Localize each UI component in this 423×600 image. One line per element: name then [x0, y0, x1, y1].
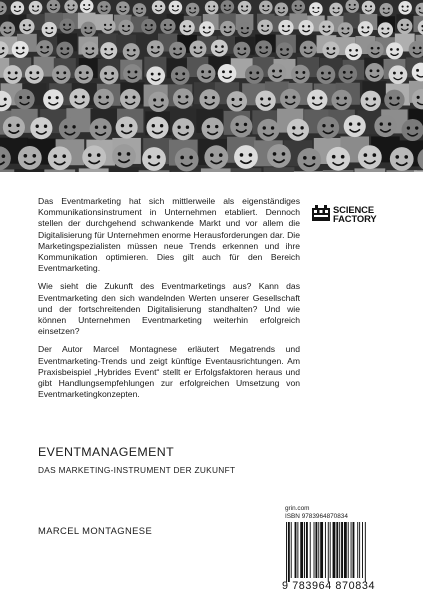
blurb-paragraph-1: Das Eventmarketing hat sich mittlerweile als eigenständiges Kommunikationsinstrument in Unternehmen etabliert. Dennoch stellen der durchgehend schwankende Markt und vor allem die Digitalisierung für Unternehmen enorme Herausforderungen dar. Die Marketingspezialisten müssen neue Trends erkennen und ihre Kommunikation optimieren. Dies gilt auch für den Bereich Eventmarketing. [38, 196, 300, 274]
logo-line-1: SCIENCE [333, 203, 374, 215]
barcode-icon [284, 522, 398, 582]
science-factory-logo-icon [312, 205, 330, 223]
barcode-digits: 9 783964 870834 [282, 580, 376, 592]
book-subtitle: DAS MARKETING-INSTRUMENT DER ZUKUNFT [38, 465, 236, 475]
publisher-site: grin.com [285, 505, 310, 512]
back-cover-blurb [38, 196, 300, 407]
logo-wordmark [333, 205, 377, 224]
crowd-photo [0, 0, 423, 172]
blurb-paragraph-3: Der Autor Marcel Montagnese erläutert Megatrends und Eventmarketing-Trends und zeigt künftige Eventausrichtungen. Am Praxisbeispiel „Hybrides Event“ stellt er Erfolgsfaktoren heraus und gibt Handlungsempfehlungen zur erfolgreichen Umsetzung von Eventmarketingkonzepten. [38, 344, 300, 400]
blurb-paragraph-2: Wie sieht die Zukunft des Eventmarketings aus? Kann das Eventmarketing den sich wandelnden Werten unserer Gesellschaft und der fortschreitenden Digitalisierung standhalten? Und wie können Unternehmen Eventmarketing weiterhin erfolgreich einsetzen? [38, 281, 300, 337]
book-author: MARCEL MONTAGNESE [38, 525, 153, 536]
isbn-label: ISBN 9783964870834 [285, 513, 348, 520]
publisher-logo [312, 202, 386, 226]
crowd-photo-graphic [0, 0, 423, 172]
book-title: EVENTMANAGEMENT [38, 445, 175, 459]
logo-line-2: FACTORY [333, 213, 377, 224]
